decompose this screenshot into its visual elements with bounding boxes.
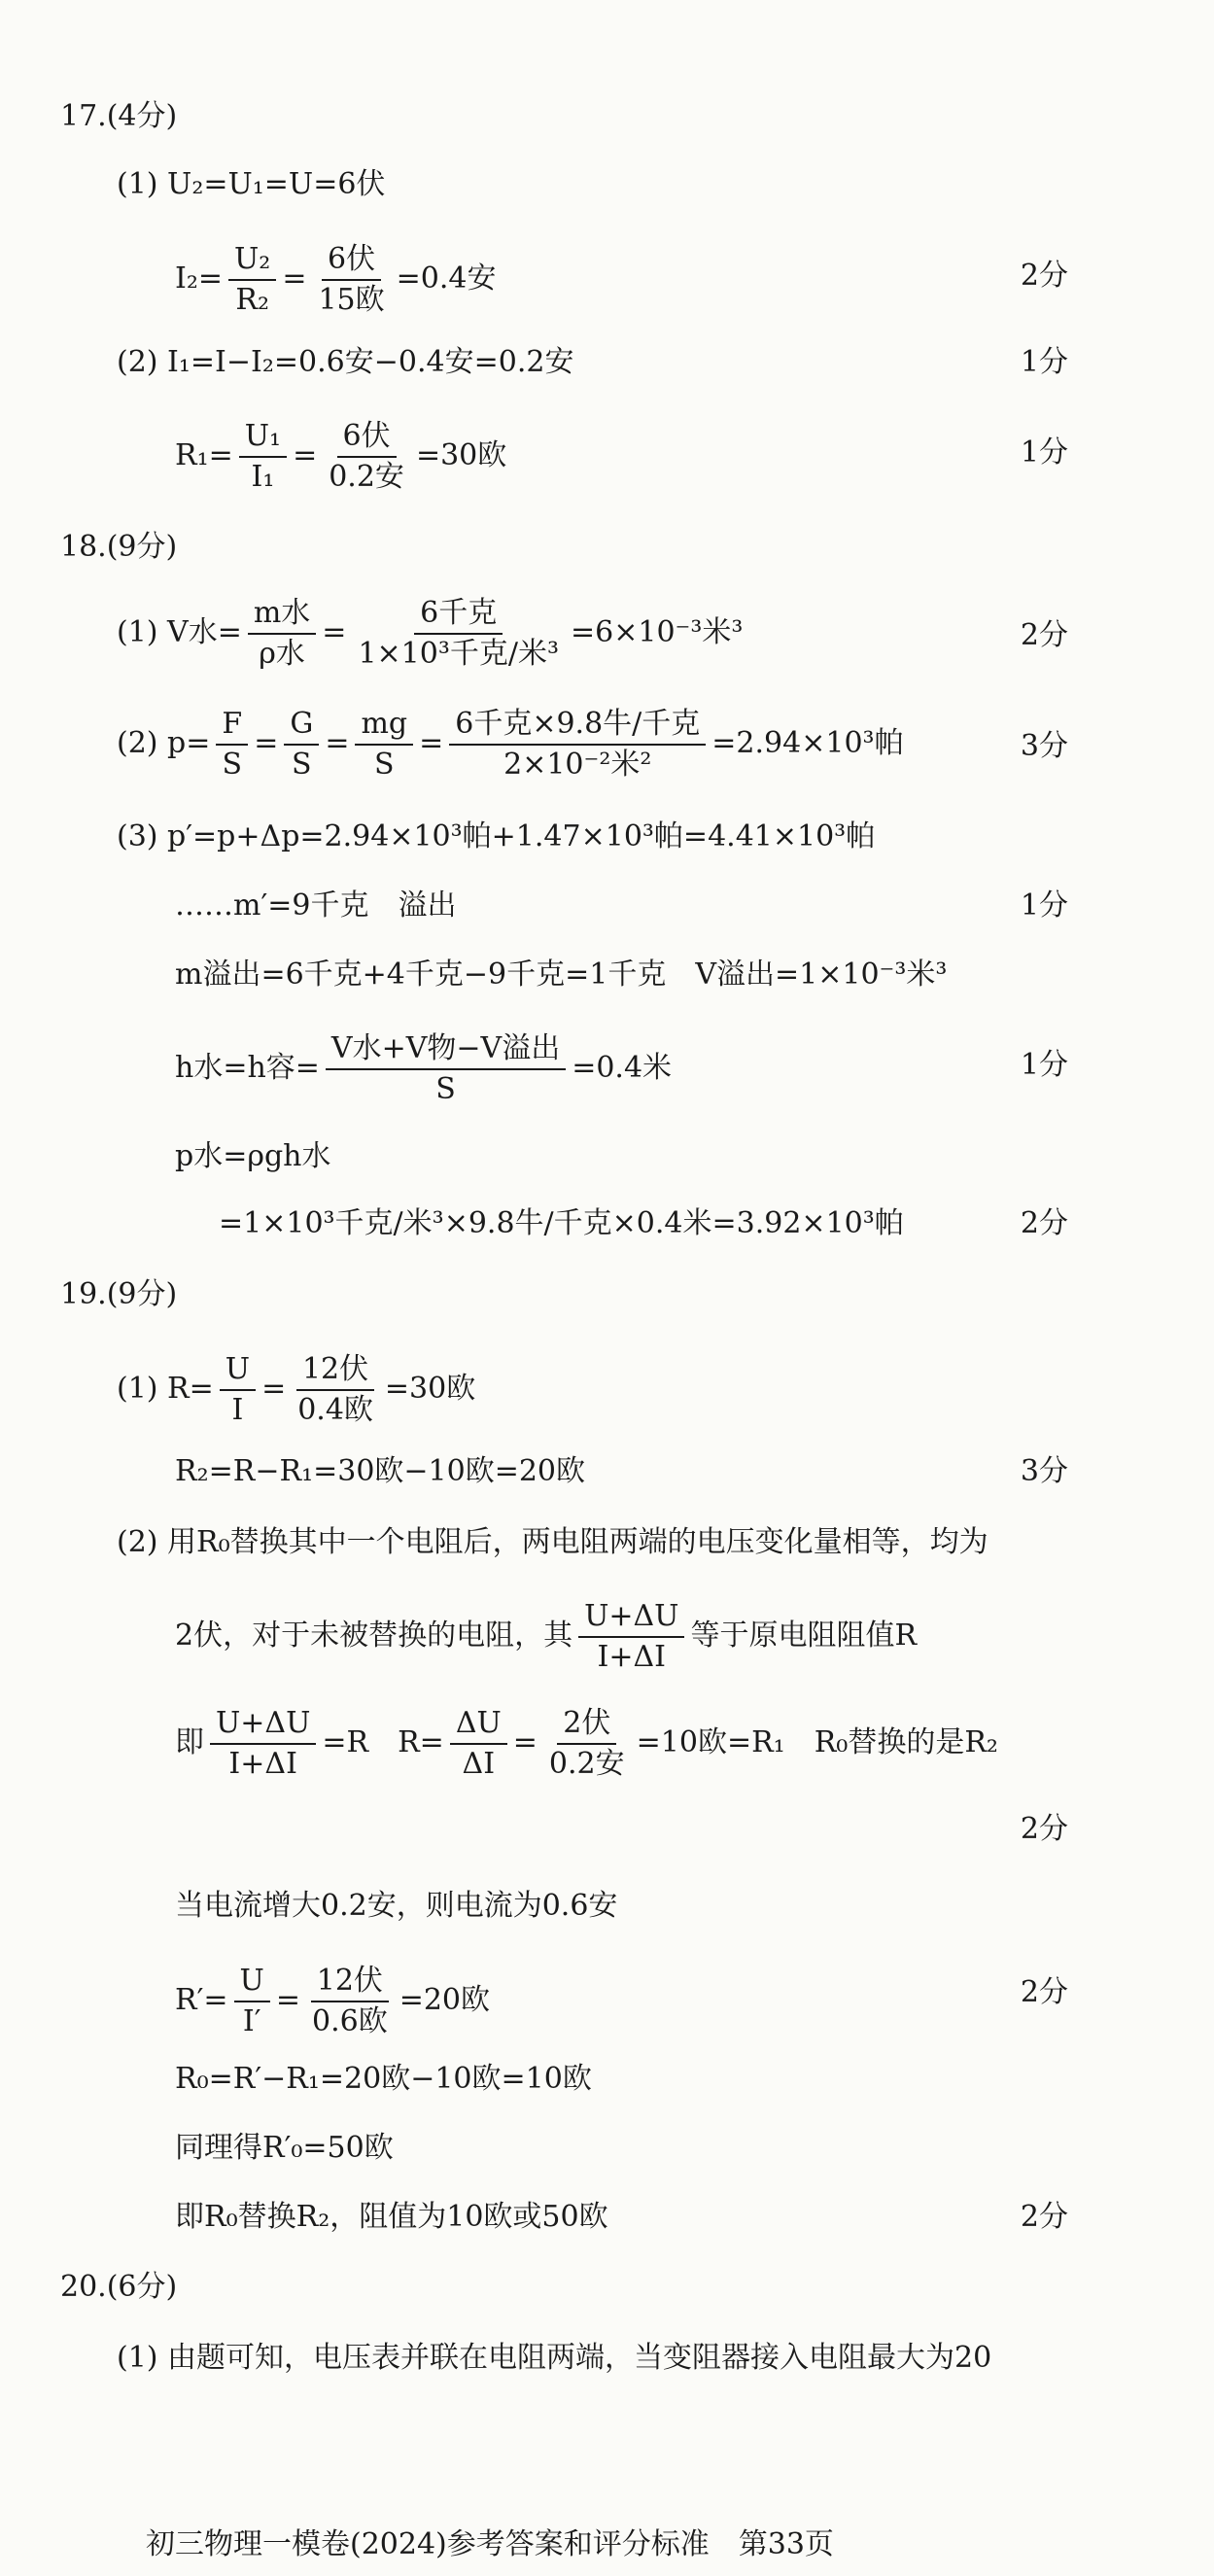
q19-l7-score: 2分 [1020,1975,1068,2009]
q18-l1-rhs: =6×10⁻³米³ [571,615,744,649]
numerator: 12伏 [296,1353,374,1391]
denominator: ρ水 [259,637,305,671]
numerator: 12伏 [311,1965,389,2002]
q17-l3-score: 1分 [1020,345,1068,379]
q18-line-3: (3) p′=p+Δp=2.94×10³帕+1.47×10³帕=4.41×10³帕 [117,819,876,853]
q18-l2-score: 3分 [1020,729,1068,763]
numerator: ΔU [450,1707,507,1745]
fraction [284,708,319,782]
q18-l1-eq: = [322,615,347,649]
q17-line-4 [175,420,506,494]
q19-l5-mid2: = [512,1725,538,1759]
q17-l2-rhs: =0.4安 [396,261,497,296]
numerator: U [220,1353,256,1391]
fraction [306,1965,394,2038]
q17-l2-score: 2分 [1020,259,1068,293]
q19-l10-score: 2分 [1020,2200,1068,2234]
fraction [234,1965,270,2038]
q19-line-4 [175,1600,917,1674]
fraction [543,1707,631,1781]
numerator: U₂ [228,243,276,281]
denominator: I+ΔI [597,1640,667,1674]
numerator: V水+V物−V溢出 [326,1032,566,1070]
numerator: U [234,1965,270,2002]
q19-l4-post: 等于原电阻阻值R [690,1619,918,1653]
q19-line-10: 即R₀替换R₂，阻值为10欧或50欧 [175,2200,608,2234]
numerator: F [216,708,248,746]
fraction [312,243,390,317]
q18-l2-lhs: (2) p= [117,726,211,760]
q19-l7-eq: = [275,1983,300,2017]
q19-line-1 [117,1353,475,1427]
numerator: 2伏 [557,1707,616,1745]
q19-l5-mid: =R R= [322,1725,444,1759]
q17-l4-eq: = [293,438,318,472]
q19-line-7 [175,1965,490,2038]
q17-l4-score: 1分 [1020,435,1068,470]
q18-line-2 [117,708,904,782]
denominator: I+ΔI [228,1747,297,1781]
denominator: I′ [242,2004,261,2038]
denominator: S [222,748,243,782]
q19-l1-lhs: (1) R= [117,1372,214,1406]
q17-heading: 17.(4分) [60,99,178,133]
numerator: 6千克×9.8牛/千克 [449,708,706,746]
q18-l1-lhs: (1) V水= [117,615,242,649]
q19-line-3: (2) 用R₀替换其中一个电阻后，两电阻两端的电压变化量相等，均为 [117,1525,989,1559]
fraction [239,420,287,494]
q19-l7-lhs: R′= [175,1983,228,2017]
fraction [220,1353,256,1427]
numerator: m水 [248,597,316,635]
q18-l8-score: 2分 [1020,1206,1068,1240]
q18-l4-score: 1分 [1020,888,1068,922]
denominator: 1×10³千克/米³ [358,637,559,671]
fraction [323,420,410,494]
fraction [326,1032,566,1106]
equals-sign: = [419,726,444,760]
q19-l5-post: =10欧=R₁ R₀替换的是R₂ [636,1725,998,1759]
q18-l6-score: 1分 [1020,1048,1068,1082]
fraction [578,1600,684,1674]
q20-line-1: (1) 由题可知，电压表并联在电阻两端，当变阻器接入电阻最大为20 [117,2341,992,2375]
q18-line-7: p水=ρgh水 [175,1139,331,1173]
numerator: U+ΔU [578,1600,684,1638]
q18-line-8: =1×10³千克/米³×9.8牛/千克×0.4米=3.92×10³帕 [219,1206,904,1240]
q19-l1-eq: = [261,1372,287,1406]
fraction [210,1707,316,1781]
q20-heading: 20.(6分) [60,2270,178,2304]
denominator: R₂ [235,283,269,317]
numerator: U₁ [239,420,287,458]
q17-line-3: (2) I₁=I−I₂=0.6安−0.4安=0.2安 [117,345,574,379]
denominator: ΔI [462,1747,496,1781]
q17-l4-rhs: =30欧 [415,438,507,472]
numerator: 6千克 [414,597,503,635]
fraction [355,708,413,782]
fraction [450,1707,507,1781]
q17-line-2 [175,243,497,317]
fraction [449,708,706,782]
denominator: 0.2安 [329,460,404,494]
denominator: 15欧 [318,283,385,317]
q18-l6-lhs: h水=h容= [175,1051,320,1085]
numerator: U+ΔU [210,1707,316,1745]
q17-l2-lhs: I₂= [175,261,224,296]
q19-line-8: R₀=R′−R₁=20欧−10欧=10欧 [175,2062,592,2096]
denominator: S [435,1072,456,1106]
numerator: mg [355,708,413,746]
q19-line-9: 同理得R′₀=50欧 [175,2131,394,2165]
denominator: S [292,748,312,782]
page-footer: 初三物理一模卷(2024)参考答案和评分标准 第33页 [146,2527,834,2561]
fraction [228,243,276,317]
q19-line-2: R₂=R−R₁=30欧−10欧=20欧 [175,1454,586,1488]
fraction [248,597,316,671]
equals-sign: = [325,726,350,760]
denominator: 0.2安 [548,1747,625,1781]
denominator: 0.6欧 [311,2004,388,2038]
fraction [216,708,248,782]
q19-line-5 [175,1707,998,1781]
q19-heading: 19.(9分) [60,1277,178,1311]
q18-line-4: ……m′=9千克 溢出 [175,888,457,922]
q18-line-6 [175,1032,672,1106]
denominator: 0.4欧 [297,1393,373,1427]
q17-l4-lhs: R₁= [175,438,233,472]
denominator: I₁ [251,460,275,494]
fraction [292,1353,379,1427]
fraction [352,597,565,671]
q18-l1-score: 2分 [1020,618,1068,652]
q19-l5-score: 2分 [1020,1812,1068,1846]
numerator: G [284,708,319,746]
denominator: I [231,1393,244,1427]
q18-line-1 [117,597,743,671]
q19-l2-score: 3分 [1020,1454,1068,1488]
q18-l6-rhs: =0.4米 [572,1051,673,1085]
equals-sign: = [254,726,279,760]
numerator: 6伏 [337,420,397,458]
q17-l2-eq: = [282,261,307,296]
denominator: 2×10⁻²米² [503,748,652,782]
numerator: 6伏 [322,243,381,281]
q18-heading: 18.(9分) [60,530,178,564]
q19-line-6: 当电流增大0.2安，则电流为0.6安 [175,1889,618,1923]
q19-l4-pre: 2伏，对于未被替换的电阻，其 [175,1619,573,1653]
q17-line-1: (1) U₂=U₁=U=6伏 [117,167,386,201]
denominator: S [374,748,395,782]
q19-l1-rhs: =30欧 [384,1372,476,1406]
q18-line-5: m溢出=6千克+4千克−9千克=1千克 V溢出=1×10⁻³米³ [175,957,948,992]
q19-l5-pre: 即 [175,1725,204,1759]
q19-l7-rhs: =20欧 [399,1983,491,2017]
q18-l2-rhs: =2.94×10³帕 [711,726,904,760]
